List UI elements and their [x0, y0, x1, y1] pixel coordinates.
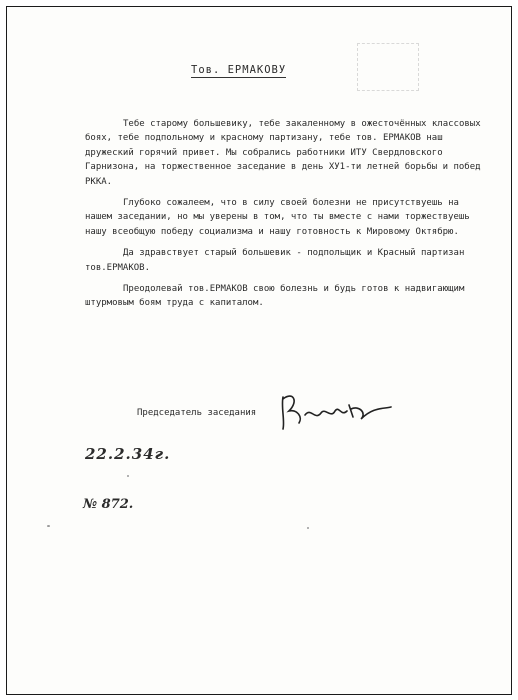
chairman-label: Председатель заседания: [137, 408, 257, 418]
paper-speck: [127, 475, 129, 477]
document-number: № 872.: [83, 497, 134, 512]
addressee: Тов. ЕРМАКОВУ: [191, 64, 287, 76]
paper-speck: [307, 527, 309, 529]
letter-body: [85, 117, 489, 318]
paragraph-greeting: Тебе старому большевику, тебе закаленному в ожесточённых классовых боях, тебе подпольному и красному партизану, тебе тов. ЕРМАКОВ наш дружеский горячий привет. Мы собрались работники ИТУ Свердловского Гарнизона, на торжественное заседание в день ХУ1-ти летней борьбы и побед РККА.: [85, 119, 481, 187]
handwritten-date: 22.2.34г.: [85, 445, 171, 463]
paragraph-salute: Да здравствует старый большевик - подпольщик и Красный партизан тов.ЕРМАКОВ.: [85, 248, 465, 273]
document-page: [6, 6, 512, 695]
paragraph-regret: Глубоко сожалеем, что в силу своей болезни не присутствуешь на нашем заседании, но мы уверены в том, что ты вместе с нами торжествуешь нашу всеобщую победу социализма и нашу готовность к Мировому Октябрю.: [85, 198, 470, 237]
paper-speck: [47, 525, 50, 527]
paragraph-wish: Преодолевай тов.ЕРМАКОВ свою болезнь и будь готов к надвигающим штурмовым боям труда с капиталом.: [85, 284, 465, 309]
faded-stamp: [357, 43, 419, 91]
handwritten-signature: [275, 387, 395, 433]
